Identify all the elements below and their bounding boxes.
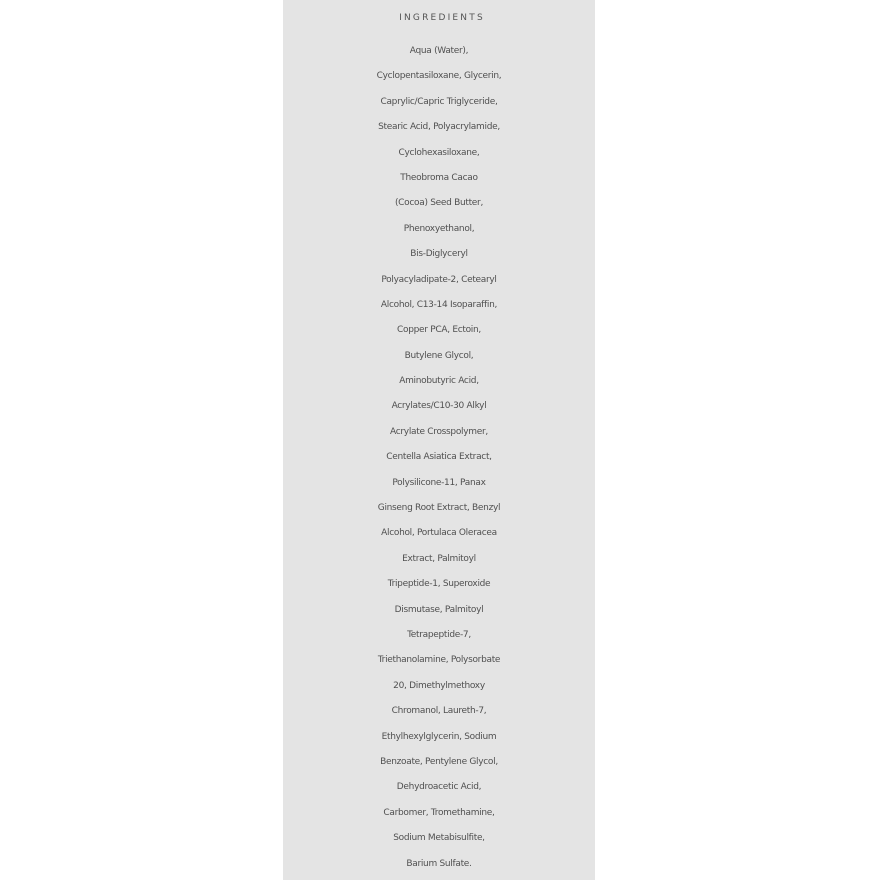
ingredient-line: Butylene Glycol, bbox=[404, 350, 474, 361]
ingredient-line: Acrylates/C10-30 Alkyl bbox=[391, 401, 487, 412]
ingredient-line: Centella Asiatica Extract, bbox=[386, 452, 492, 463]
ingredient-line: Stearic Acid, Polyacrylamide, bbox=[378, 122, 500, 133]
ingredient-line: 20, Dimethylmethoxy bbox=[393, 680, 485, 691]
ingredient-line: Bis-Diglyceryl bbox=[410, 249, 468, 260]
ingredient-line: Phenoxyethanol, bbox=[403, 223, 475, 234]
ingredient-line: Sodium Metabisulfite, bbox=[393, 833, 485, 844]
ingredient-line: Ginseng Root Extract, Benzyl bbox=[377, 503, 501, 514]
ingredients-label-panel bbox=[283, 0, 595, 880]
ingredient-line: Acrylate Crosspolymer, bbox=[390, 426, 488, 437]
ingredient-line: Barium Sulfate. bbox=[406, 858, 472, 869]
ingredient-line: Alcohol, Portulaca Oleracea bbox=[381, 528, 497, 539]
ingredient-line: Extract, Palmitoyl bbox=[402, 553, 476, 564]
ingredient-line: Benzoate, Pentylene Glycol, bbox=[380, 756, 498, 767]
ingredient-list bbox=[283, 39, 595, 877]
ingredient-line: (Cocoa) Seed Butter, bbox=[394, 198, 484, 209]
ingredients-heading: INGREDIENTS bbox=[399, 13, 485, 23]
ingredient-line: Dehydroacetic Acid, bbox=[396, 782, 482, 793]
ingredient-line: Copper PCA, Ectoin, bbox=[397, 325, 481, 336]
ingredient-line: Cyclopentasiloxane, Glycerin, bbox=[376, 71, 502, 82]
ingredient-line: Aqua (Water), bbox=[409, 46, 469, 56]
ingredient-line: Alcohol, C13-14 Isoparaffin, bbox=[380, 299, 498, 310]
ingredient-line: Tripeptide-1, Superoxide bbox=[387, 579, 491, 590]
ingredient-line: Aminobutyric Acid, bbox=[399, 376, 479, 387]
ingredient-line: Polysilicone-11, Panax bbox=[392, 477, 486, 488]
ingredient-line: Polyacyladipate-2, Cetearyl bbox=[381, 274, 497, 285]
ingredient-line: Cyclohexasiloxane, bbox=[398, 147, 480, 158]
ingredient-line: Caprylic/Capric Triglyceride, bbox=[380, 96, 498, 107]
ingredient-line: Theobroma Cacao bbox=[400, 172, 478, 183]
ingredient-line: Chromanol, Laureth-7, bbox=[391, 706, 487, 717]
ingredient-line: Carbomer, Tromethamine, bbox=[383, 807, 495, 818]
ingredient-line: Dismutase, Palmitoyl bbox=[394, 604, 484, 615]
ingredient-line: Triethanolamine, Polysorbate bbox=[377, 655, 501, 666]
ingredient-line: Ethylhexylglycerin, Sodium bbox=[381, 731, 497, 742]
ingredient-line: Tetrapeptide-7, bbox=[407, 629, 471, 640]
